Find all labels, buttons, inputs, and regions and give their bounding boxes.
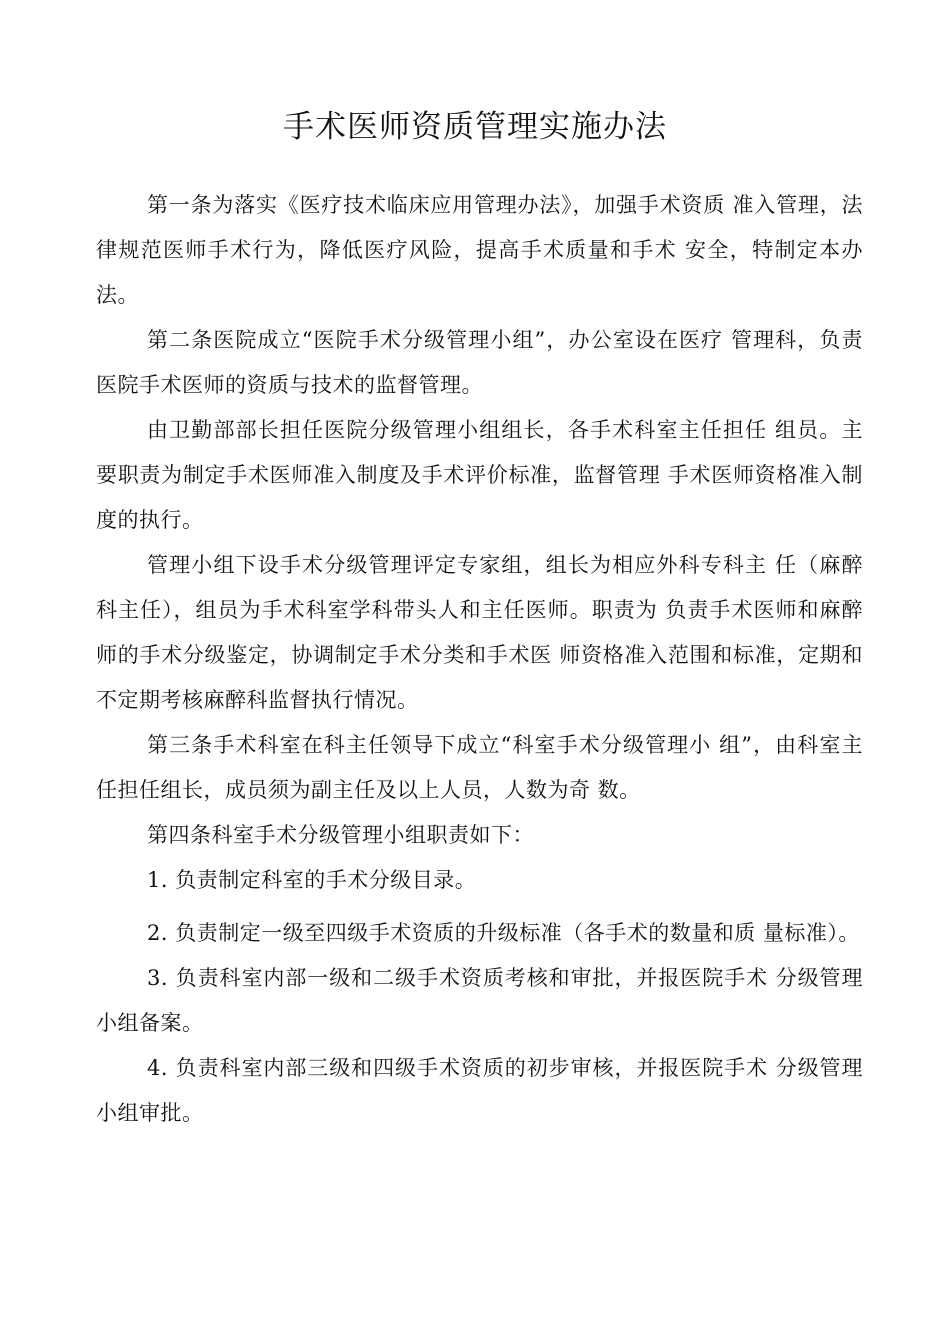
- expert-group-paragraph: 管理小组下设手术分级管理评定专家组，组长为相应外科专科主 任（麻醉科主任），组员为手术科室学科带头人和主任医师。职责为 负责手术医师和麻醉师的手术分级鉴定，协调制定手术分类和手术医 师资格准入范围和标准，定期和不定期考核麻醉科监督执行情况。: [96, 553, 863, 712]
- duty-item-4: 4. 负责科室内部三级和四级手术资质的初步审核，并报医院手术 分级管理小组审批。: [96, 1056, 863, 1125]
- article-4-paragraph: 第四条科室手术分级管理小组职责如下：: [147, 823, 534, 847]
- article-3-paragraph: 第三条手术科室在科主任领导下成立“科室手术分级管理小 组”，由科室主任担任组长，成员须为副主任及以上人员，人数为奇 数。: [96, 733, 863, 802]
- duty-item-2: 2. 负责制定一级至四级手术资质的升级标准（各手术的数量和质 量标准）。: [147, 921, 860, 945]
- group-leader-paragraph: 由卫勤部部长担任医院分级管理小组组长，各手术科室主任担任 组员。主要职责为制定手术医师准入制度及手术评价标准，监督管理 手术医师资格准入制度的执行。: [96, 418, 863, 532]
- duty-item-3: 3. 负责科室内部一级和二级手术资质考核和审批，并报医院手术 分级管理小组备案。: [96, 966, 863, 1035]
- duty-item-1: 1. 负责制定科室的手术分级目录。: [147, 868, 477, 892]
- document-body: [96, 183, 863, 1136]
- document-title: 手术医师资质管理实施办法: [283, 109, 667, 145]
- article-1-paragraph: 第一条为落实《医疗技术临床应用管理办法》，加强手术资质 准入管理，法律规范医师手术行为，降低医疗风险，提高手术质量和手术 安全，特制定本办法。: [96, 193, 863, 307]
- article-2-paragraph: 第二条医院成立“医院手术分级管理小组”，办公室设在医疗 管理科，负责医院手术医师的资质与技术的监督管理。: [96, 328, 863, 397]
